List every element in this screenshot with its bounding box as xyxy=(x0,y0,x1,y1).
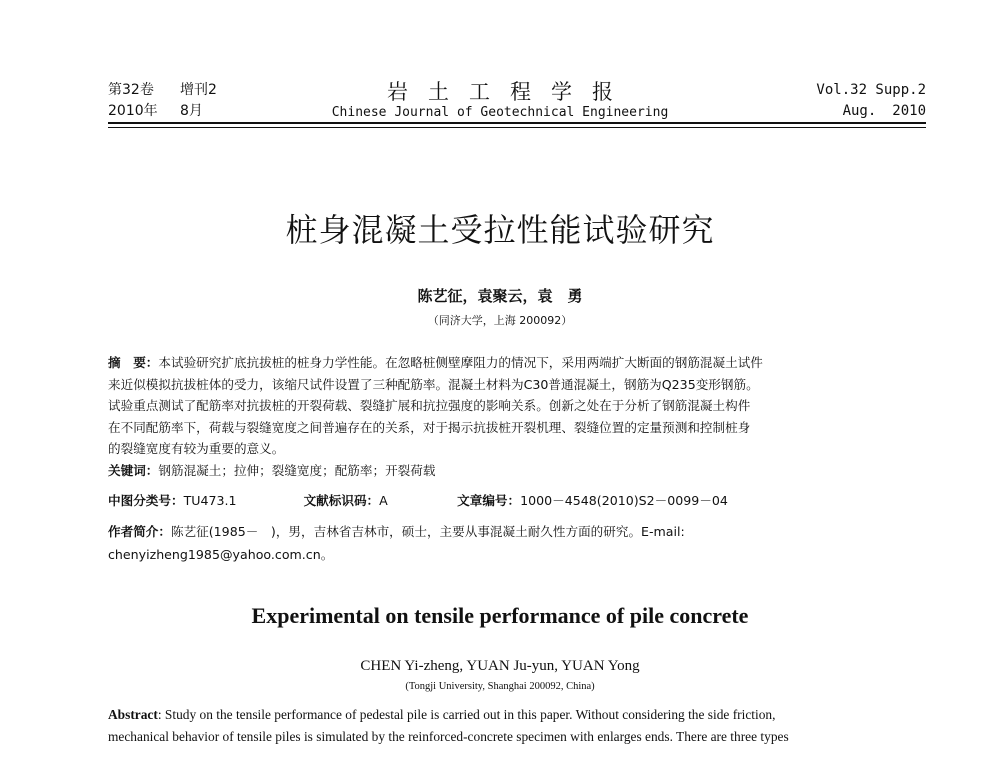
header-right xyxy=(816,80,926,122)
doc-code-value: A xyxy=(379,493,388,508)
classification-row xyxy=(108,491,728,511)
abstract-en-label: Abstract xyxy=(108,707,158,722)
clc-value: TU473.1 xyxy=(183,493,237,508)
issue-cn: 增刊2 xyxy=(180,82,217,98)
year-cn: 2010年 xyxy=(108,103,158,119)
journal-title-en: Chinese Journal of Geotechnical Engineering xyxy=(331,105,669,120)
header-rule-thick xyxy=(108,122,926,124)
year-en: 2010 xyxy=(892,103,926,119)
abstract-cn xyxy=(108,352,926,460)
abstract-cn-line-1: 本试验研究扩底抗拔桩的桩身力学性能。在忽略桩侧壁摩阻力的情况下，采用两端扩大断面的钢筋混凝土试件 xyxy=(158,355,763,370)
affiliation-en: (Tongji University, Shanghai 200092, China) xyxy=(405,681,595,692)
doc-code-label: 文献标识码： xyxy=(303,493,380,508)
authors-en: CHEN Yi-zheng, YUAN Ju-yun, YUAN Yong xyxy=(360,658,640,674)
keywords-cn-text: 钢筋混凝土；拉伸；裂缝宽度；配筋率；开裂荷载 xyxy=(158,463,436,478)
keywords-cn-label: 关键词： xyxy=(108,463,159,478)
journal-title-cn: 岩土工程学报 xyxy=(387,80,633,104)
abstract-cn-line-3: 试验重点测试了配筋率对抗拔桩的开裂荷载、裂缝扩展和抗拉强度的影响关系。创新之处在于分析了钢筋混凝土构件 xyxy=(108,398,751,413)
abstract-cn-line-2: 来近似模拟抗拔桩体的受力，该缩尺试件设置了三种配筋率。混凝土材料为C30普通混凝土，钢筋为Q235变形钢筋。 xyxy=(108,376,759,392)
paper-title-en: Experimental on tensile performance of pile concrete xyxy=(251,603,749,628)
keywords-cn xyxy=(108,461,435,481)
authors-cn: 陈艺征，袁聚云，袁 勇 xyxy=(417,287,583,305)
abstract-en-line-1: : Study on the tensile performance of pedestal pile is carried out in this paper. Without considering the side friction, xyxy=(157,707,776,722)
clc-label: 中图分类号： xyxy=(108,493,184,508)
paper-title-cn: 桩身混凝土受拉性能试验研究 xyxy=(285,211,715,249)
author-intro-label: 作者简介： xyxy=(108,524,171,539)
article-no-value: 1000－4548(2010)S2－0099－04 xyxy=(520,493,728,508)
month-en: Aug. xyxy=(842,103,877,119)
article-no-label: 文章编号： xyxy=(457,493,521,508)
author-intro-line-2: chenyizheng1985@yahoo.com.cn。 xyxy=(108,547,334,562)
abstract-cn-line-5: 的裂缝宽度有较为重要的意义。 xyxy=(108,441,285,456)
abstract-cn-label: 摘 要： xyxy=(108,355,159,370)
author-intro xyxy=(108,520,926,566)
abstract-cn-line-4: 在不同配筋率下，荷载与裂缝宽度之间普遍存在的关系，对于揭示抗拔桩开裂机理、裂缝位置的定量预测和控制桩身 xyxy=(108,419,751,435)
volume-en: Vol.32 Supp.2 xyxy=(816,82,926,98)
header-rule-thin xyxy=(108,127,926,128)
author-intro-line-1: 陈艺征(1985－ )，男，吉林省吉林市，硕士，主要从事混凝土耐久性方面的研究。E-mail: xyxy=(170,524,685,539)
abstract-en-line-2: mechanical behavior of tensile piles is simulated by the reinforced-concrete specimen with enlarges ends. There are three types xyxy=(108,729,789,744)
month-cn: 8月 xyxy=(180,103,203,119)
affiliation-cn: （同济大学，上海 200092） xyxy=(427,314,573,327)
abstract-en xyxy=(108,704,926,748)
volume-cn: 第32卷 xyxy=(108,82,154,98)
